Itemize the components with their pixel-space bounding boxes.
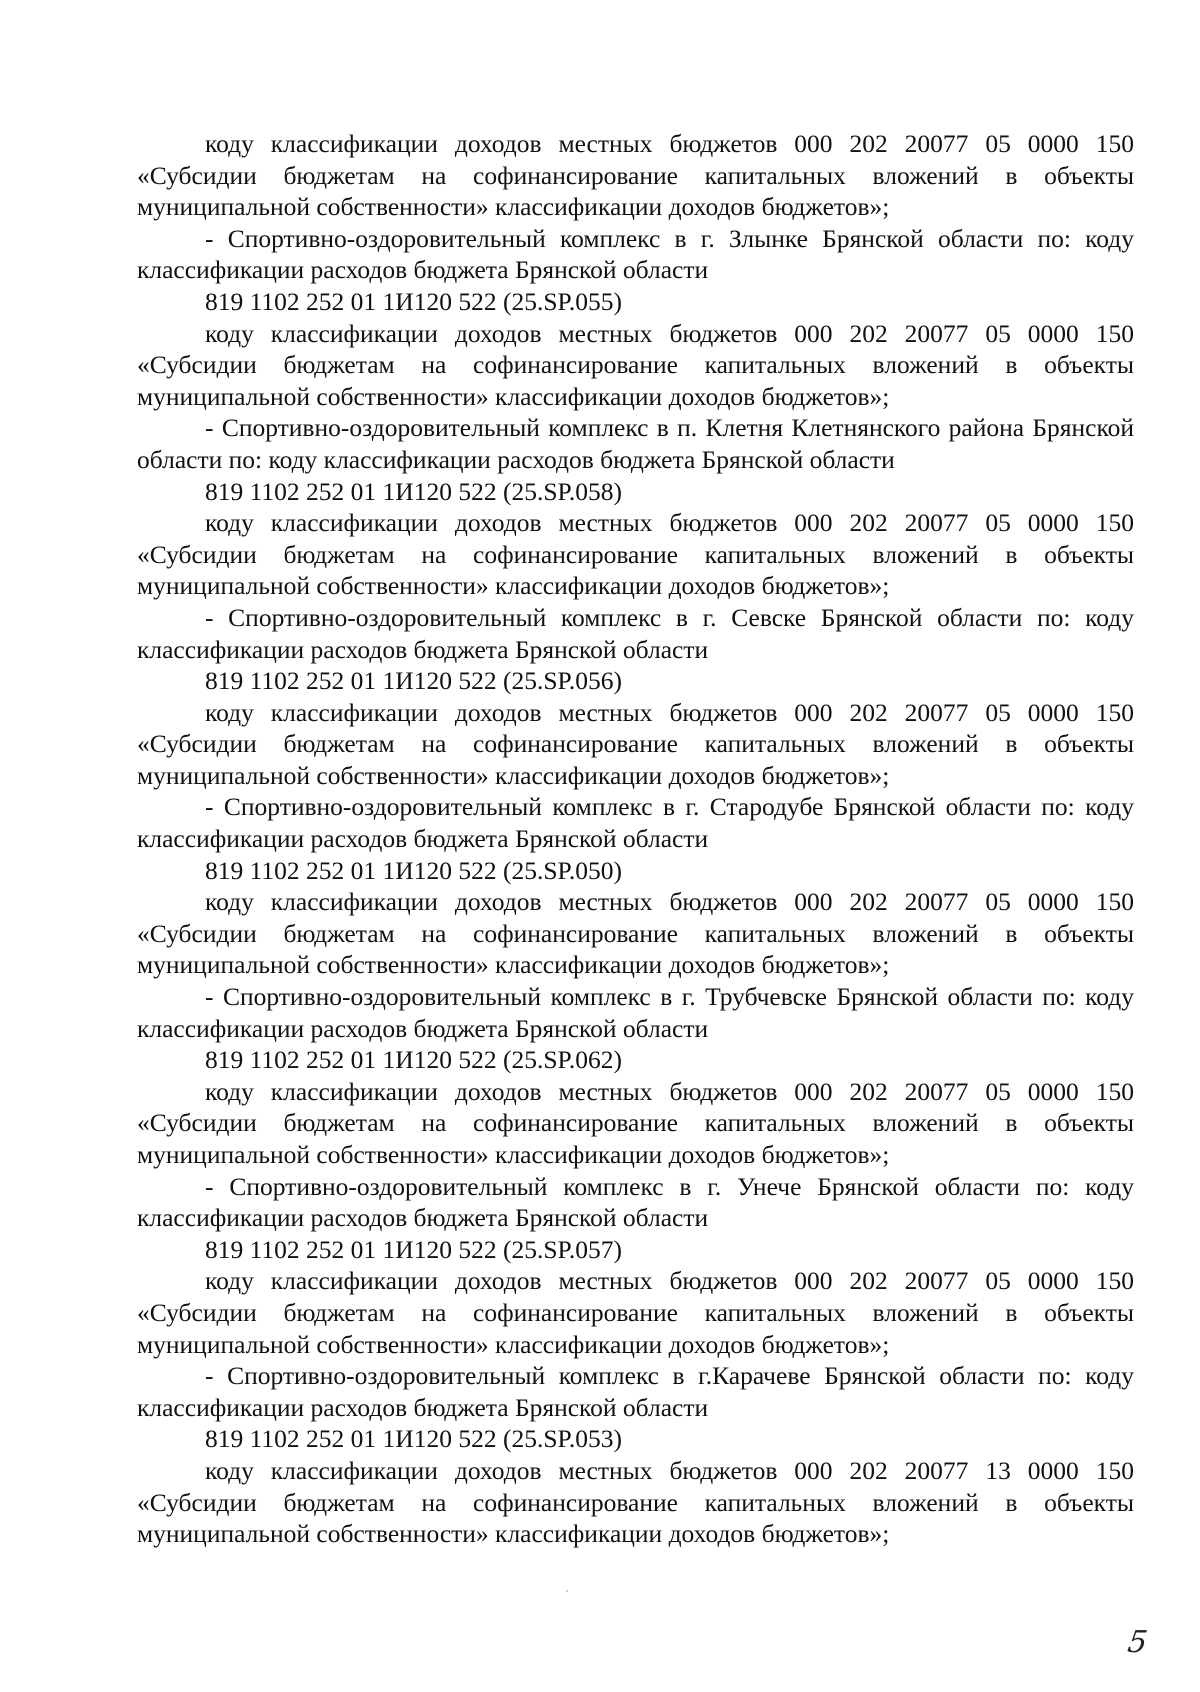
paragraph-income-code: кодy классификации доходов местных бюджетов 000 202 20077 05 0000 150 «Субсидии бюджетам на софинансирование капитальных вложений в объекты муниципальной собственности» классификации доходов бюджетов»; (137, 129, 1134, 222)
expense-code-line: 819 1102 252 01 1И120 522 (25.SP.057) (205, 1234, 622, 1264)
scan-speck (566, 1590, 568, 1592)
paragraph-income-code: коду классификации доходов местных бюджетов 000 202 20077 05 0000 150 «Субсидии бюджетам на софинансирование капитальных вложений в объекты муниципальной собственности» классификации доходов бюджетов»; (137, 1266, 1134, 1359)
handwritten-page-number: 5 (1125, 1625, 1150, 1660)
paragraph-sports-complex-zlynka: - Спортивно-оздоровительный комплекс в г. Злынке Брянской области по: коду классификации расходов бюджета Брянской области (137, 223, 1134, 285)
document-body (137, 128, 1134, 1550)
paragraph-sports-complex-sevsk: - Спортивно-оздоровительный комплекс в г. Севске Брянской области по: коду классификации расходов бюджета Брянской области (137, 602, 1134, 664)
paragraph-sports-complex-karachev: - Спортивно-оздоровительный комплекс в г.Карачеве Брянской области по: коду классификации расходов бюджета Брянской области (137, 1361, 1134, 1422)
expense-code-line: 819 1102 252 01 1И120 522 (25.SP.055) (205, 286, 622, 316)
paragraph-sports-complex-starodub: - Спортивно-оздоровительный комплекс в г. Стародубе Брянской области по: коду классификации расходов бюджета Брянской области (137, 792, 1134, 854)
expense-code-line: 819 1102 252 01 1И120 522 (25.SP.062) (205, 1045, 622, 1075)
paragraph-income-code: коду классификации доходов местных бюджетов 000 202 20077 05 0000 150 «Субсидии бюджетам на софинансирование капитальных вложений в объекты муниципальной собственности» классификации доходов бюджетов»; (137, 887, 1134, 980)
paragraph-income-code: коду классификации доходов местных бюджетов 000 202 20077 05 0000 150 «Субсидии бюджетам на софинансирование капитальных вложений в объекты муниципальной собственности» классификации доходов бюджетов»; (137, 1076, 1134, 1169)
expense-code-line: 819 1102 252 01 1И120 522 (25.SP.050) (205, 855, 622, 885)
paragraph-sports-complex-trubchevsk: - Спортивно-оздоровительный комплекс в г. Трубчевске Брянской области по: коду классификации расходов бюджета Брянской области (137, 982, 1134, 1043)
paragraph-sports-complex-unecha: - Спортивно-оздоровительный комплекс в г. Унече Брянской области по: коду классификации расходов бюджета Брянской области (137, 1171, 1134, 1233)
paragraph-sports-complex-kletnya: - Спортивно-оздоровительный комплекс в п. Клетня Клетнянского района Брянской области по: коду классификации расходов бюджета Брянской области (137, 413, 1134, 474)
paragraph-income-code: коду классификации доходов местных бюджетов 000 202 20077 05 0000 150 «Субсидии бюджетам на софинансирование капитальных вложений в объекты муниципальной собственности» классификации доходов бюджетов»; (137, 318, 1134, 411)
expense-code-line: 819 1102 252 01 1И120 522 (25.SP.053) (205, 1424, 622, 1454)
paragraph-income-code: коду классификации доходов местных бюджетов 000 202 20077 13 0000 150 «Субсидии бюджетам на софинансирование капитальных вложений в объекты муниципальной собственности» классификации доходов бюджетов»; (137, 1455, 1134, 1549)
paragraph-income-code: коду классификации доходов местных бюджетов 000 202 20077 05 0000 150 «Субсидии бюджетам на софинансирование капитальных вложений в объекты муниципальной собственности» классификации доходов бюджетов»; (137, 508, 1134, 601)
paragraph-income-code: коду классификации доходов местных бюджетов 000 202 20077 05 0000 150 «Субсидии бюджетам на софинансирование капитальных вложений в объекты муниципальной собственности» классификации доходов бюджетов»; (137, 697, 1134, 790)
expense-code-line: 819 1102 252 01 1И120 522 (25.SP.058) (205, 476, 622, 506)
expense-code-line: 819 1102 252 01 1И120 522 (25.SP.056) (205, 666, 622, 696)
